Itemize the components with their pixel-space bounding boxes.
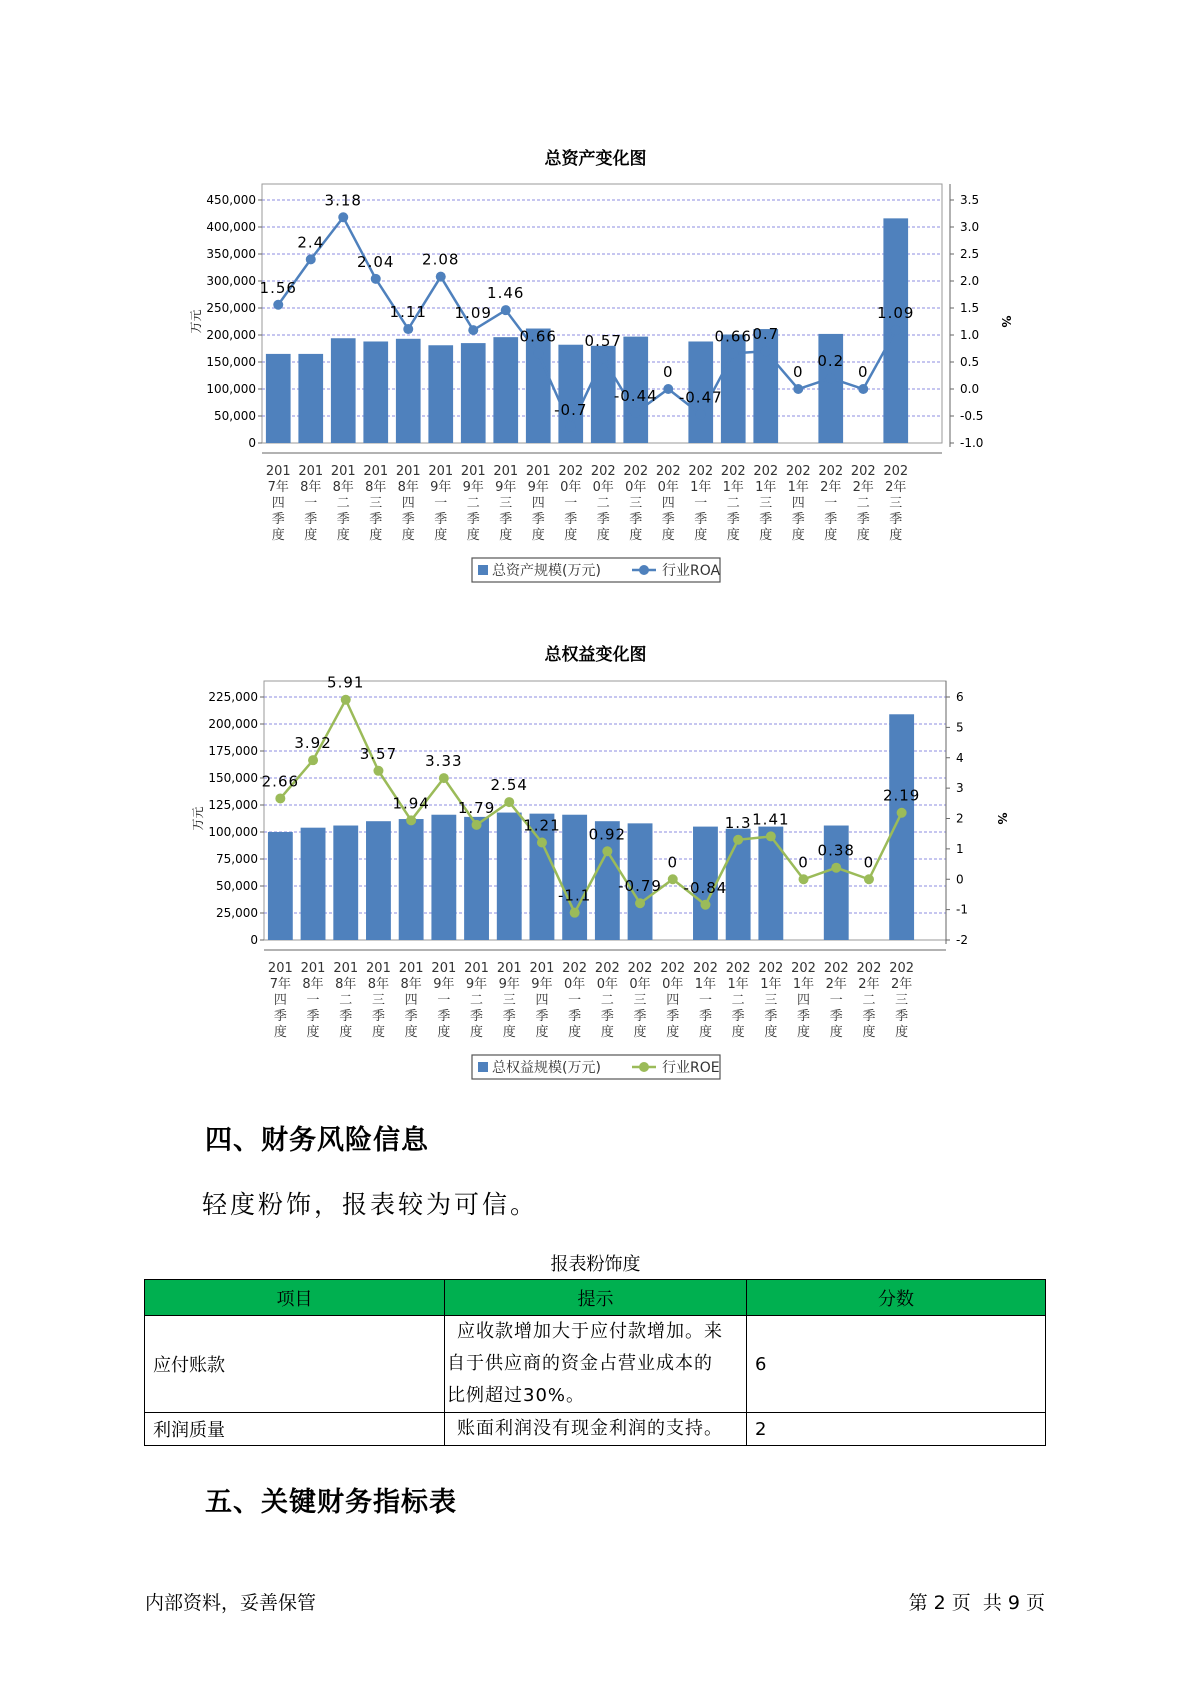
y2-tick-label: -1 bbox=[956, 902, 968, 917]
x-tick-label: 202 0年三季度 bbox=[627, 961, 653, 1040]
y2-tick-label: 0.0 bbox=[960, 382, 980, 396]
table-cell-item: 利润质量 bbox=[145, 1413, 445, 1446]
data-label: 2.4 bbox=[297, 233, 325, 252]
data-label: 1.11 bbox=[389, 303, 427, 322]
bar bbox=[758, 827, 783, 940]
chart2-title: 总权益变化图 bbox=[544, 645, 647, 665]
x-tick-label: 202 1年三季度 bbox=[753, 464, 779, 543]
data-label: 5.91 bbox=[327, 673, 365, 692]
legend-bar-label: 总权益规模(万元) bbox=[492, 1060, 601, 1076]
y-tick-label: 200,000 bbox=[206, 328, 256, 342]
data-label: 1.09 bbox=[877, 304, 915, 323]
line-point bbox=[472, 820, 482, 830]
chart1-title: 总资产变化图 bbox=[544, 149, 647, 169]
x-tick-label: 201 8年四季度 bbox=[398, 961, 424, 1040]
data-label: 0.92 bbox=[588, 825, 627, 844]
y2-tick-label: 2.5 bbox=[960, 247, 980, 261]
data-label: 0 bbox=[857, 363, 869, 381]
data-label: -0.84 bbox=[683, 878, 728, 897]
y2-tick-label: 3.0 bbox=[960, 220, 980, 234]
y2-tick-label: -1.0 bbox=[960, 436, 984, 450]
x-tick-label: 201 8年三季度 bbox=[363, 464, 389, 543]
line-point bbox=[504, 797, 514, 807]
y-tick-label: 175,000 bbox=[208, 744, 258, 758]
x-tick-label: 202 1年二季度 bbox=[725, 961, 751, 1040]
x-tick-label: 201 8年一季度 bbox=[300, 961, 326, 1040]
y2-tick-label: 3 bbox=[956, 781, 964, 796]
line-point bbox=[799, 874, 809, 884]
x-tick-label: 201 8年二季度 bbox=[330, 464, 356, 543]
y-tick-label: 300,000 bbox=[206, 274, 256, 288]
data-label: 2.04 bbox=[357, 252, 395, 271]
data-label: 0 bbox=[662, 363, 674, 381]
data-label: 1.46 bbox=[487, 284, 525, 303]
y2-tick-label: 2.0 bbox=[960, 274, 980, 288]
data-label: 1.94 bbox=[392, 794, 430, 813]
x-tick-label: 202 0年二季度 bbox=[594, 961, 620, 1040]
data-label: 2.66 bbox=[261, 772, 300, 791]
x-tick-label: 202 1年二季度 bbox=[720, 464, 746, 543]
legend-line-marker bbox=[639, 1062, 649, 1072]
line-point bbox=[897, 808, 907, 818]
data-label: 1.21 bbox=[523, 816, 561, 835]
bar bbox=[333, 826, 358, 940]
bar bbox=[301, 828, 326, 940]
x-tick-label: 201 7年四季度 bbox=[267, 961, 293, 1040]
y-tick-label: 150,000 bbox=[206, 355, 256, 369]
legend-line-label: 行业ROA bbox=[662, 563, 721, 579]
section4-title: 四、财务风险信息 bbox=[205, 1125, 429, 1156]
bar bbox=[562, 815, 587, 940]
x-tick-label: 202 1年一季度 bbox=[688, 464, 714, 543]
y-tick-label: 350,000 bbox=[206, 247, 256, 261]
y-tick-label: 200,000 bbox=[208, 717, 258, 731]
line-point bbox=[700, 900, 710, 910]
data-label: 1.09 bbox=[454, 304, 492, 323]
table-cell-hint bbox=[445, 1413, 747, 1446]
table-cell-item: 应付账款 bbox=[145, 1316, 445, 1413]
x-tick-label: 201 9年一季度 bbox=[431, 961, 457, 1040]
line-point bbox=[766, 831, 776, 841]
bar bbox=[464, 817, 489, 940]
x-tick-label: 201 9年二季度 bbox=[464, 961, 489, 1040]
x-tick-label: 202 2年二季度 bbox=[850, 464, 876, 543]
y2-tick-label: 2 bbox=[956, 811, 964, 826]
y-tick-label: 225,000 bbox=[208, 690, 258, 704]
data-label: 0.66 bbox=[714, 327, 752, 346]
x-tick-label: 201 8年一季度 bbox=[298, 464, 324, 543]
line-point bbox=[668, 874, 678, 884]
data-label: 0.57 bbox=[584, 332, 622, 351]
data-label: 3.33 bbox=[425, 752, 463, 771]
y2-tick-label: 1 bbox=[956, 841, 964, 856]
line-point bbox=[439, 773, 449, 783]
bar bbox=[268, 832, 293, 940]
line-point bbox=[864, 874, 874, 884]
x-tick-label: 201 9年三季度 bbox=[493, 464, 519, 543]
data-label: -1.1 bbox=[558, 886, 592, 905]
y-tick-label: 75,000 bbox=[216, 852, 258, 866]
table-header-row bbox=[145, 1280, 1046, 1316]
y-tick-label: 100,000 bbox=[206, 382, 256, 396]
table-cell-hint bbox=[445, 1316, 747, 1413]
bar bbox=[431, 815, 456, 940]
y-tick-label: 100,000 bbox=[208, 825, 258, 839]
y-tick-label: 50,000 bbox=[214, 409, 256, 423]
line-point bbox=[373, 766, 383, 776]
data-label: 2.54 bbox=[490, 776, 528, 795]
x-tick-label: 202 2年二季度 bbox=[856, 961, 882, 1040]
x-tick-label: 201 9年二季度 bbox=[460, 464, 486, 543]
y2-tick-label: -0.5 bbox=[960, 409, 984, 423]
data-label: 0 bbox=[798, 853, 809, 872]
data-label: 0 bbox=[863, 853, 875, 872]
data-label: 2.19 bbox=[882, 786, 921, 805]
table-header-hint: 提示 bbox=[445, 1280, 747, 1316]
y2-tick-label: -2 bbox=[956, 933, 968, 947]
table-row bbox=[145, 1316, 1046, 1413]
y-tick-label: 0 bbox=[250, 933, 258, 947]
y2-axis-title: % bbox=[995, 812, 1009, 825]
y-axis-title: 万元 bbox=[191, 806, 205, 831]
y-tick-label: 150,000 bbox=[208, 771, 258, 785]
x-tick-label: 202 1年一季度 bbox=[693, 961, 718, 1040]
table-cell-score: 2 bbox=[747, 1413, 1046, 1446]
y-tick-label: 450,000 bbox=[206, 193, 256, 207]
x-tick-label: 202 0年一季度 bbox=[562, 961, 588, 1040]
legend-bar-label: 总资产规模(万元) bbox=[492, 563, 601, 579]
table-row bbox=[145, 1413, 1046, 1446]
line-point bbox=[602, 846, 612, 856]
x-tick-label: 202 1年四季度 bbox=[791, 961, 816, 1040]
x-tick-label: 201 9年四季度 bbox=[525, 464, 551, 543]
x-tick-label: 202 1年三季度 bbox=[758, 961, 784, 1040]
y2-tick-label: 1.5 bbox=[960, 301, 980, 315]
data-label: 0.66 bbox=[519, 327, 557, 346]
data-label: -0.44 bbox=[613, 386, 658, 405]
y-tick-label: 125,000 bbox=[208, 798, 258, 812]
footer-page-number: 第 2 页 共 9 页 bbox=[908, 1592, 1045, 1614]
y-tick-label: 400,000 bbox=[206, 220, 256, 234]
x-tick-label: 202 0年三季度 bbox=[623, 464, 649, 543]
footer-left: 内部资料，妥善保管 bbox=[145, 1592, 317, 1614]
x-tick-label: 201 8年三季度 bbox=[366, 961, 391, 1040]
hint-line: 自于供应商的资金占营业成本的 bbox=[447, 1353, 713, 1374]
line-point bbox=[341, 695, 351, 705]
line-point bbox=[537, 837, 547, 847]
y-tick-label: 50,000 bbox=[216, 879, 258, 893]
x-tick-label: 202 2年一季度 bbox=[823, 961, 849, 1040]
x-tick-label: 201 9年三季度 bbox=[496, 961, 522, 1040]
line-point bbox=[406, 815, 416, 825]
table-caption: 报表粉饰度 bbox=[550, 1254, 641, 1275]
line-point bbox=[570, 908, 580, 918]
window-dressing-table bbox=[144, 1279, 1046, 1446]
x-tick-label: 202 2年一季度 bbox=[818, 464, 844, 543]
legend bbox=[472, 1055, 720, 1079]
data-label: 1.3 bbox=[724, 813, 752, 832]
x-tick-label: 201 8年二季度 bbox=[333, 961, 359, 1040]
data-label: 1.41 bbox=[752, 810, 790, 829]
data-label: 2.08 bbox=[422, 250, 460, 269]
legend-bar-swatch bbox=[478, 1062, 488, 1072]
y-tick-label: 0 bbox=[248, 436, 256, 450]
data-label: 0 bbox=[792, 363, 804, 381]
hint-line: 应收款增加大于应付款增加。来 bbox=[457, 1321, 723, 1342]
data-label: 0 bbox=[667, 853, 679, 872]
data-label: 3.57 bbox=[359, 744, 398, 763]
y2-tick-label: 5 bbox=[956, 720, 964, 735]
y2-tick-label: 0 bbox=[956, 872, 964, 887]
x-tick-label: 202 2年三季度 bbox=[889, 961, 915, 1040]
x-tick-label: 202 0年四季度 bbox=[660, 961, 686, 1040]
bar bbox=[889, 714, 914, 940]
line-point bbox=[635, 898, 645, 908]
y-tick-label: 250,000 bbox=[206, 301, 256, 315]
x-tick-label: 202 1年四季度 bbox=[785, 464, 811, 543]
y-axis-title: 万元 bbox=[189, 309, 203, 334]
y-tick-label: 25,000 bbox=[216, 906, 258, 920]
section4-paragraph: 轻度粉饰，报表较为可信。 bbox=[202, 1190, 539, 1219]
y2-tick-label: 6 bbox=[956, 690, 964, 704]
y2-tick-label: 3.5 bbox=[960, 193, 980, 207]
data-label: -0.79 bbox=[618, 877, 662, 896]
hint-line: 比例超过30%。 bbox=[447, 1385, 586, 1406]
data-label: -0.47 bbox=[678, 388, 723, 407]
bar bbox=[726, 829, 751, 940]
line-point bbox=[733, 835, 743, 845]
x-tick-label: 201 7年四季度 bbox=[265, 464, 291, 543]
x-tick-label: 201 8年四季度 bbox=[395, 464, 421, 543]
x-tick-label: 202 2年三季度 bbox=[883, 464, 909, 543]
bar bbox=[366, 821, 391, 940]
bar bbox=[497, 813, 522, 940]
data-label: 0.2 bbox=[817, 352, 845, 371]
line-point bbox=[831, 863, 841, 873]
y2-tick-label: 1.0 bbox=[960, 328, 980, 342]
line-point bbox=[308, 755, 318, 765]
y2-tick-label: 0.5 bbox=[960, 355, 980, 369]
table-header-score: 分数 bbox=[747, 1280, 1046, 1316]
data-label: 1.56 bbox=[259, 278, 297, 297]
bar bbox=[399, 819, 424, 940]
data-label: 3.18 bbox=[324, 191, 362, 210]
data-label: 3.92 bbox=[294, 734, 332, 753]
legend-line-label: 行业ROE bbox=[662, 1060, 720, 1076]
line-point bbox=[275, 793, 285, 803]
x-tick-label: 201 9年一季度 bbox=[428, 464, 454, 543]
hint-line: 账面利润没有现金利润的支持。 bbox=[457, 1418, 723, 1439]
x-tick-label: 202 0年二季度 bbox=[590, 464, 616, 543]
y2-tick-label: 4 bbox=[956, 750, 964, 765]
x-tick-label: 202 0年四季度 bbox=[655, 464, 681, 543]
y2-axis-title: % bbox=[999, 315, 1013, 328]
x-tick-label: 201 9年四季度 bbox=[529, 961, 555, 1040]
data-label: -0.7 bbox=[554, 400, 588, 419]
section5-title: 五、关键财务指标表 bbox=[205, 1487, 457, 1518]
table-header-item: 项目 bbox=[145, 1280, 445, 1316]
table-cell-score: 6 bbox=[747, 1316, 1046, 1413]
data-label: 0.38 bbox=[817, 841, 855, 860]
x-tick-label: 202 0年一季度 bbox=[558, 464, 584, 543]
data-label: 0.7 bbox=[752, 325, 780, 344]
data-label: 1.79 bbox=[457, 798, 496, 817]
